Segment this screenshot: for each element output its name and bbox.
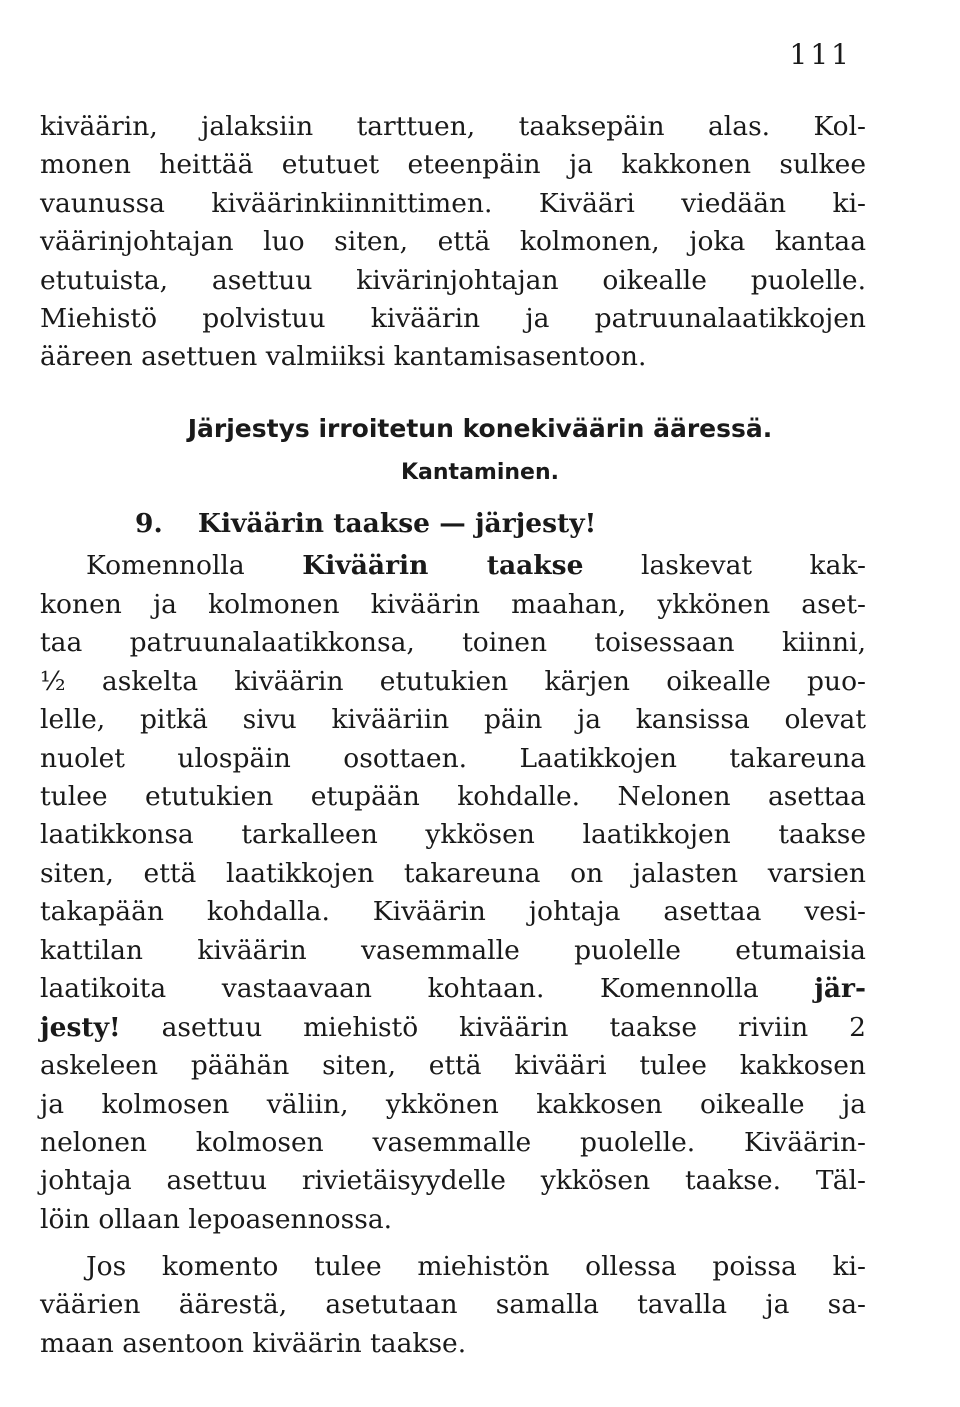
text-line: kiväärin, jalaksiin tarttuen, taaksepäin alas. Kol- [40, 111, 866, 142]
text-line: ja kolmosen väliin, ykkönen kakkosen oikealle ja [40, 1089, 866, 1120]
text-line: lelle, pitkä sivu kivääriin päin ja kansissa olevat [40, 704, 866, 735]
text-line: vaunussa kiväärinkiinnittimen. Kivääri viedään ki- [40, 188, 866, 219]
text-line: etutuista, asettuu kivärinjohtajan oikealle puolelle. [40, 265, 866, 296]
bold-span: Kiväärin taakse [302, 550, 584, 581]
text-line: siten, että laatikkojen takareuna on jalasten varsien [40, 858, 866, 889]
text-line [40, 1011, 866, 1045]
text-line: monen heittää etutuet eteenpäin ja kakkonen sulkee [40, 149, 866, 180]
text-line: ½ askelta kiväärin etutukien kärjen oikealle puo- [40, 666, 866, 697]
text-line: nuolet ulospäin osottaen. Laatikkojen takareuna [40, 743, 866, 774]
text-span: laatikoita vastaavaan kohtaan. Komennolla [40, 973, 815, 1004]
text-span: asettuu miehistö kiväärin taakse riviin 2 [120, 1012, 866, 1043]
text-line: laatikkonsa tarkalleen ykkösen laatikkojen taakse [40, 819, 866, 850]
command-text: Kiväärin taakse — järjesty! [197, 508, 597, 539]
text-line: takapään kohdalla. Kiväärin johtaja asettaa vesi- [40, 896, 866, 927]
section-subheading: Kantaminen. [401, 460, 559, 485]
command-line [135, 507, 596, 541]
text-line: nelonen kolmosen vasemmalle puolelle. Kiväärin- [40, 1127, 866, 1158]
text-line: kattilan kiväärin vasemmalle puolelle etumaisia [40, 935, 866, 966]
text-line [40, 549, 866, 583]
text-line: väärien äärestä, asetutaan samalla tavalla ja sa- [40, 1289, 866, 1320]
text-line: maan asentoon kiväärin taakse. [40, 1328, 467, 1359]
text-line [40, 972, 866, 1006]
text-line: taa patruunalaatikkonsa, toinen toisessaan kiinni, [40, 627, 866, 658]
text-line: löin ollaan lepoasennossa. [40, 1204, 393, 1235]
text-line: tulee etutukien etupään kohdalle. Nelonen asettaa [40, 781, 866, 812]
text-line: Jos komento tulee miehistön ollessa poissa ki- [86, 1251, 866, 1282]
text-span: laskevat kak- [583, 550, 866, 581]
text-span: Komennolla [86, 550, 303, 581]
bold-span: jesty! [40, 1012, 121, 1043]
text-line: konen ja kolmonen kiväärin maahan, ykkönen aset- [40, 589, 866, 620]
text-line: Miehistö polvistuu kiväärin ja patruunalaatikkojen [40, 303, 866, 334]
text-line: askeleen päähän siten, että kivääri tulee kakkosen [40, 1050, 866, 1081]
text-line: ääreen asettuen valmiiksi kantamisasentoon. [40, 341, 647, 372]
page-number: 111 [789, 38, 852, 71]
command-number: 9. [135, 508, 163, 539]
bold-span: jär- [814, 973, 866, 1004]
section-heading: Järjestys irroitetun konekiväärin ääressä. [187, 414, 773, 443]
text-line: väärinjohtajan luo siten, että kolmonen, joka kantaa [40, 226, 866, 257]
text-line: johtaja asettuu rivietäisyydelle ykkösen taakse. Täl- [40, 1165, 866, 1196]
